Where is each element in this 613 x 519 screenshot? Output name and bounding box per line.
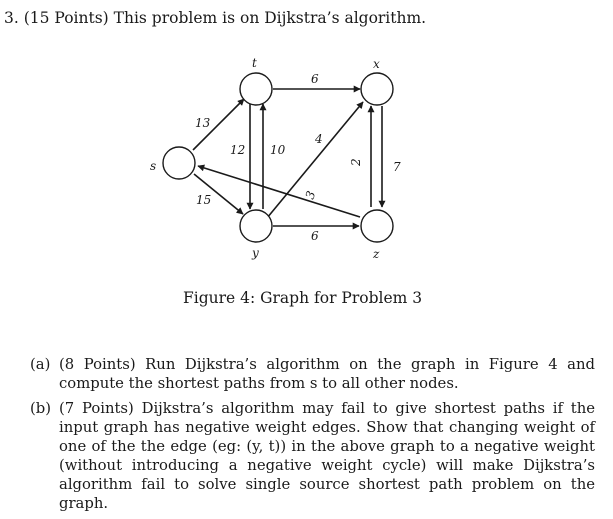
node-t <box>240 73 272 105</box>
part-a-label: (a) <box>30 356 51 373</box>
edge-z-s <box>198 166 360 217</box>
part-a <box>30 355 595 393</box>
edge-weight-y-t: 10 <box>270 143 286 157</box>
problem-parts <box>30 355 595 519</box>
node-y <box>240 210 272 242</box>
part-b-label: (b) <box>30 400 52 417</box>
edge-weight-t-x: 6 <box>311 72 319 86</box>
problem-heading: 3. (15 Points) This problem is on Dijkstra’s algorithm. <box>4 9 427 27</box>
node-label-z: z <box>373 247 380 261</box>
edge-weight-y-x: 4 <box>315 132 323 146</box>
part-a-text: (8 Points) Run Dijkstra’s algorithm on the graph in Figure 4 and compute the shortest paths from s to all other nodes. <box>59 356 595 392</box>
node-label-s: s <box>150 159 157 173</box>
edge-weight-s-t: 13 <box>195 116 211 130</box>
figure-caption: Figure 4: Graph for Problem 3 <box>183 289 423 307</box>
node-s <box>163 147 195 179</box>
node-label-x: x <box>373 57 380 71</box>
part-b-text: (7 Points) Dijkstra’s algorithm may fail to give shortest paths if the input graph has negative weight edges. Show that changing weight of one of the the edge (eg: (y, t)) in the above graph to a negative weight (without introducing a negative weight cycle) will make Dijkstra’s algorithm fail to solve single source shortest path problem on the graph. <box>59 400 595 512</box>
edge-weight-x-z: 7 <box>393 160 401 174</box>
node-z <box>361 210 393 242</box>
part-b <box>30 399 595 513</box>
node-label-t: t <box>252 56 257 70</box>
edge-weight-t-y: 12 <box>230 143 246 157</box>
edge-weight-s-y: 15 <box>196 193 212 207</box>
node-x <box>361 73 393 105</box>
edge-weight-y-z: 6 <box>311 229 319 243</box>
edge-weight-z-x: 2 <box>349 158 363 166</box>
node-label-y: y <box>252 246 259 260</box>
edge-weight-z-s: 3 <box>302 189 319 202</box>
